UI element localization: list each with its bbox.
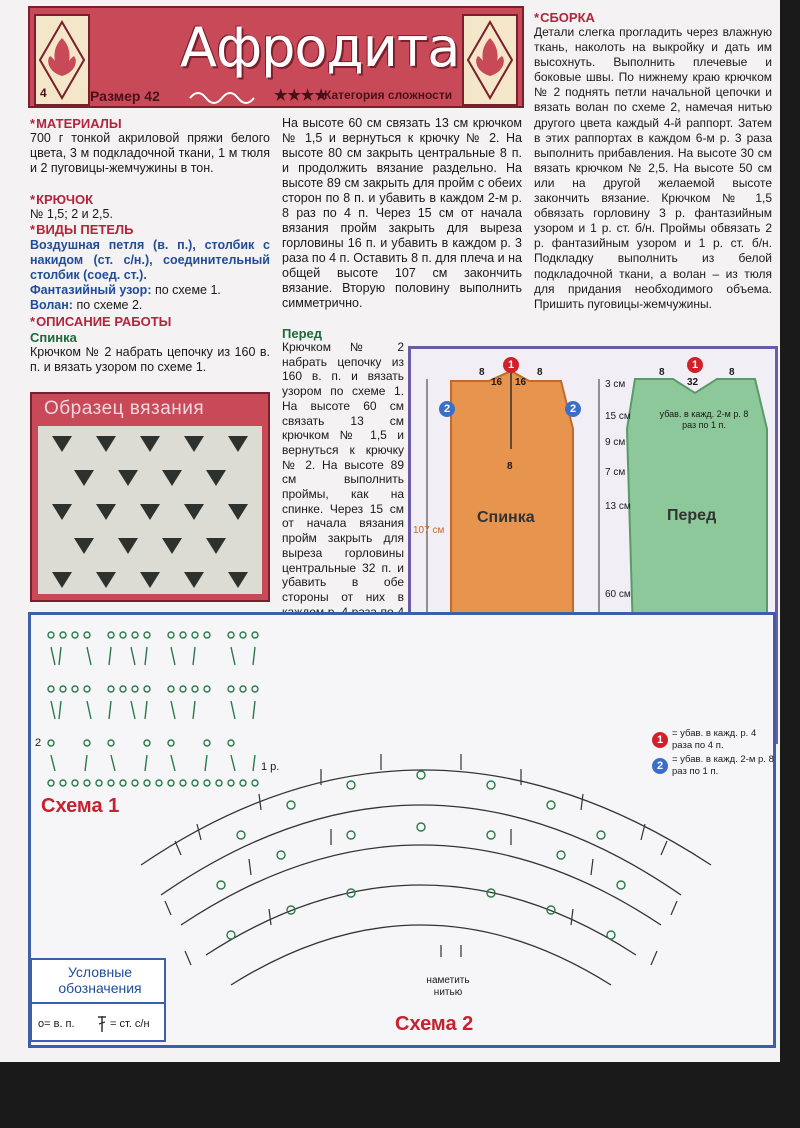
page-number: 4 xyxy=(40,86,47,100)
key-row-2 xyxy=(650,754,776,780)
double-crochet-icon xyxy=(96,1014,108,1034)
measure-60cm: 60 см xyxy=(605,589,631,600)
schema1-chart xyxy=(48,632,258,786)
sample-frame xyxy=(30,392,270,602)
measure-13cm: 13 см xyxy=(605,501,631,512)
marker-1-icon: 1 xyxy=(503,357,519,373)
front-decrease-note: убав. в кажд. 2-м р. 8 раз по 1 п. xyxy=(659,409,749,430)
difficulty-label: Категория сложности xyxy=(324,88,453,102)
volan-label: Волан: xyxy=(30,298,73,312)
wave-ornament-icon xyxy=(188,88,258,104)
count-8: 8 xyxy=(729,367,735,378)
front-label: Перед xyxy=(282,326,322,341)
legend-title: Условные обозначения xyxy=(58,964,142,996)
count-8: 8 xyxy=(537,367,543,378)
size-label: Размер 42 xyxy=(90,88,160,104)
page-title: Афродита xyxy=(180,16,460,79)
count-16: 16 xyxy=(491,377,503,388)
hook-heading: * КРЮЧОК xyxy=(30,192,93,207)
key-row-1 xyxy=(650,728,776,754)
count-8: 8 xyxy=(507,461,513,472)
header-info-bar xyxy=(88,86,468,108)
key-2-icon: 2 xyxy=(652,758,668,774)
assembly-heading: * СБОРКА xyxy=(534,10,595,25)
assembly-text: Детали слегка прогладить через влажную ткань, наколоть на выкройку и дать им высохнуть. Выполнить плечевые и боковые швы. По нижнему краю крючком № 2 поднять петли начальной цепочки и вязать волан по схеме 2, намечая нитью другого цвета каждый 4-й раппорт. Затем в этих раппортах в каждом 6-м р. 3 раза выполнить прибавления. На высоте 30 см вязать крючком № 2,5. На высоте 50 см или на другой желаемой высоте закончить вязание. Крючком № 1,5 обвязать горловину 3 р. фантазийным узором и 1 р. ст. б/н. Проймы обвязать 2 р. фантазийным узором и 1 р. ст. б/н. Подкладку выполнить из белой подкладочной ткани, а волан – из тюля для придания необходимого объема. Пришить пуговицы-жемчужины. xyxy=(534,25,772,311)
measure-7cm: 7 см xyxy=(605,467,626,478)
back-continued-text: На высоте 60 см связать 13 см крючком № 1,5 и вернуться к крючку № 2. На высоте 80 см закрыть центральные 8 п. и продолжить вязание раздельно. На высоте 89 см закрыть для пройм с обеих сторон по 8 п. и убавить в каждом 2-м р. 8 раз по 4 п. Через 15 см от начала вязания пройм закрыть для выреза горловины 16 п. и убавить в каждом р. 3 раза по 4 п. Оставить 8 п. для плеча и на общей высоте 107 см закончить вязание. Вторую половину выполнить симметрично. xyxy=(282,116,522,310)
fancy-label: Фантазийный узор: xyxy=(30,283,152,297)
measure-107cm: 107 см xyxy=(413,525,445,536)
key-1-text: = убав. в кажд. р. 4 раза по 4 п. xyxy=(672,728,757,751)
marker-1-icon: 1 xyxy=(687,357,703,373)
back-piece-label: Спинка xyxy=(477,509,535,526)
sample-title: Образец вязания xyxy=(44,398,205,419)
schema1-row-note: 1 р. xyxy=(261,761,280,773)
legend-chain: о= в. п. xyxy=(38,1018,75,1030)
diagram-key xyxy=(650,728,776,784)
front-piece-label: Перед xyxy=(667,507,717,524)
stitches-text: Воздушная петля (в. п.), столбик с накидом (ст. с/н.), соединительный столбик (соед. ст.). xyxy=(30,238,270,282)
count-32: 32 xyxy=(687,377,699,388)
key-1-icon: 1 xyxy=(652,732,668,748)
back-text: Крючком № 2 набрать цепочку из 160 в. п. и вязать узором по схеме 1. xyxy=(30,345,270,374)
symbols-legend xyxy=(30,958,166,1042)
materials-text: 700 г тонкой акриловой пряжи белого цвета, 3 м подкладочной ткани, 1 м тюля и 2 пуговицы-жемчужины в тон. xyxy=(30,131,270,175)
count-16: 16 xyxy=(515,377,527,388)
measure-3cm: 3 см xyxy=(605,379,626,390)
schema2-note: наметить нитью xyxy=(426,975,470,998)
fancy-text: по схеме 1. xyxy=(151,283,221,297)
difficulty-stars: ★★★★ xyxy=(274,87,328,104)
hook-text: № 1,5; 2 и 2,5. xyxy=(30,207,113,221)
schema2-fan-rings xyxy=(217,771,625,939)
count-8: 8 xyxy=(479,367,485,378)
measure-9cm: 9 см xyxy=(605,437,626,448)
count-8: 8 xyxy=(659,367,665,378)
ornament-left xyxy=(34,14,90,106)
materials-heading: * МАТЕРИАЛЫ xyxy=(30,116,122,131)
stitches-heading: * ВИДЫ ПЕТЕЛЬ xyxy=(30,222,134,237)
volan-line xyxy=(30,298,270,313)
header-banner xyxy=(28,6,524,108)
front-text: Крючком № 2 набрать цепочку из 160 в. п. и вязать узором по схеме 1. На высоте 60 см связать 13 см крючком № 1,5 и вернуться к крючку № 2. На высоте 89 см выполнить проймы, как на спинке. Через 15 см от начала вязания пройм закрыть для выреза горловины центральные 32 п. и убавить в обе стороны от них в xyxy=(282,340,404,604)
schema1-title: Схема 1 xyxy=(41,795,120,817)
volan-text: по схеме 2. xyxy=(72,298,143,312)
schema2-title: Схема 2 xyxy=(395,1013,474,1035)
legend-dc: = ст. с/н xyxy=(110,1018,150,1030)
marker-2-icon: 2 xyxy=(565,401,581,417)
work-heading: * ОПИСАНИЕ РАБОТЫ xyxy=(30,314,171,329)
measure-15cm: 15 см xyxy=(605,411,631,422)
schema2-fan-chart xyxy=(141,770,711,985)
key-2-text: = убав. в кажд. 2-м р. 8 раз по 1 п. xyxy=(672,754,774,777)
legend-divider xyxy=(32,1002,164,1004)
fancy-pattern-line xyxy=(30,283,270,298)
lace-texture-icon xyxy=(38,426,262,594)
back-label: Спинка xyxy=(30,330,77,345)
sample-photo xyxy=(38,426,262,594)
marker-2-icon: 2 xyxy=(439,401,455,417)
schema1-row-number: 2 xyxy=(35,737,42,749)
